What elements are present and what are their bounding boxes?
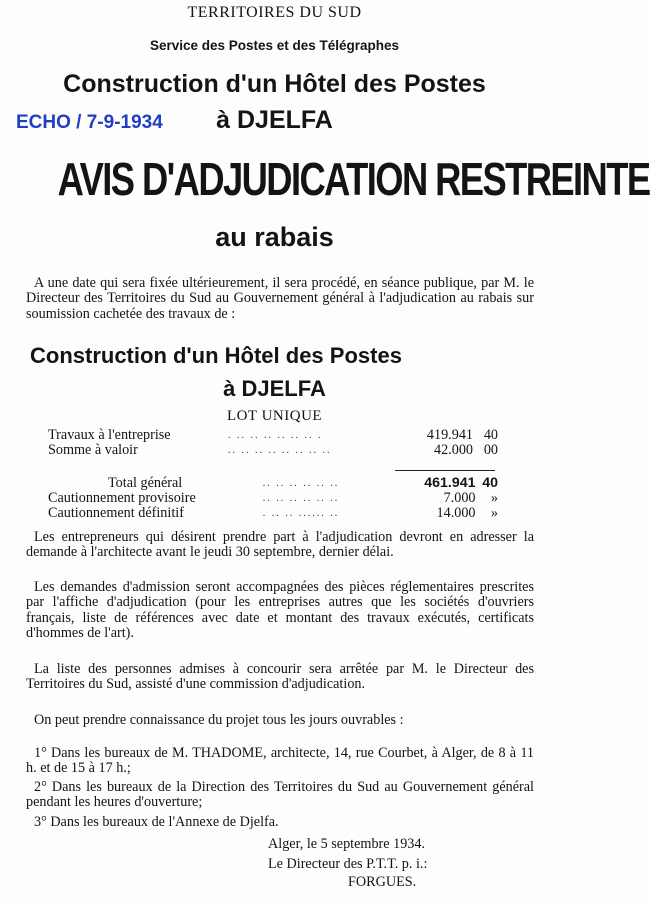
dot-leader: .. .. .. .. .. ..	[262, 478, 340, 489]
work-title-line-1: Construction d'un Hôtel des Postes	[30, 343, 402, 368]
totals-table	[48, 476, 498, 521]
signature-place-date: Alger, le 5 septembre 1934.	[268, 836, 426, 852]
title-line-2: à DJELFA	[216, 106, 333, 134]
total-label: Cautionnement définitif	[48, 505, 184, 521]
paragraph-location-2: 2° Dans les bureaux de la Direction des Territoires du Sud au Gouvernement général pendant les heures d'ouverture;	[26, 779, 534, 811]
total-label: Total général	[108, 475, 183, 491]
paragraph-deadline: Les entrepreneurs qui désirent prendre part à l'adjudication devront en adresser la demande à l'architecte avant le jeudi 30 septembre, dernier délai.	[26, 529, 534, 561]
title-line-1: Construction d'un Hôtel des Postes	[63, 70, 486, 98]
dot-leader: . .. .. ...... ..	[262, 508, 340, 519]
total-label: Cautionnement provisoire	[48, 490, 196, 506]
intro-paragraph: A une date qui sera fixée ultérieurement, il sera procédé, en séance publique, par M. le Directeur des Territoires du Sud au Gouvernement général à l'adjudication au rabais sur soumission cachetée des travaux de :	[26, 275, 534, 322]
work-title-line-2: à DJELFA	[223, 376, 326, 401]
total-cents: »	[490, 490, 498, 506]
cost-row	[48, 443, 498, 458]
cost-cents: 00	[483, 442, 498, 458]
total-amount: 14.000	[436, 505, 476, 521]
cost-label: Somme à valoir	[48, 442, 138, 458]
region-heading: TERRITOIRES DU SUD	[187, 4, 362, 21]
signature-name: FORGUES.	[348, 874, 417, 890]
echo-date-stamp: ECHO / 7-9-1934	[16, 112, 163, 133]
total-cents: »	[490, 505, 498, 521]
paragraph-admission: Les demandes d'admission seront accompagnées des pièces réglementaires prescrites par l'affiche d'adjudication (pour les entreprises autres que les sociétés d'ouvriers français, liste de références avec date et montant des travaux exécutés, certificats d'hommes de l'art).	[26, 579, 534, 642]
total-amount: 7.000	[443, 490, 476, 506]
dot-leader: .. .. .. .. .. ..	[262, 493, 340, 504]
cost-table	[48, 428, 498, 458]
cost-amount: 419.941	[426, 427, 473, 443]
total-row	[48, 491, 498, 506]
paragraph-location-1: 1° Dans les bureaux de M. THADOME, architecte, 14, rue Courbet, à Alger, de 8 à 11 h. et de 15 à 17 h.;	[26, 745, 534, 777]
cost-label: Travaux à l'entreprise	[48, 427, 171, 443]
cost-cents: 40	[483, 427, 498, 443]
total-cents: 40	[482, 475, 498, 491]
service-heading: Service des Postes et des Télégraphes	[149, 38, 400, 53]
paragraph-commission: La liste des personnes admises à concourir sera arrêtée par M. le Directeur des Territoires du Sud, assisté d'une commission d'adjudication.	[26, 661, 534, 693]
lot-label: LOT UNIQUE	[226, 408, 323, 424]
avis-headline: AVIS D'ADJUDICATION RESTREINTE	[57, 153, 650, 205]
paragraph-location-3: 3° Dans les bureaux de l'Annexe de Djelfa.	[34, 814, 279, 830]
paragraph-consultation: On peut prendre connaissance du projet tous les jours ouvrables :	[34, 712, 404, 728]
total-amount: 461.941	[424, 475, 476, 491]
dot-leader: . .. .. .. .. .. .. .	[228, 430, 323, 441]
dot-leader: .. .. .. .. .. .. .. ..	[228, 445, 332, 456]
total-row	[48, 476, 498, 491]
cost-amount: 42.000	[433, 442, 473, 458]
rabais-subtitle: au rabais	[215, 222, 334, 252]
total-row	[48, 506, 498, 521]
signature-role: Le Directeur des P.T.T. p. i.:	[268, 856, 428, 872]
cost-row	[48, 428, 498, 443]
total-rule	[395, 470, 495, 471]
